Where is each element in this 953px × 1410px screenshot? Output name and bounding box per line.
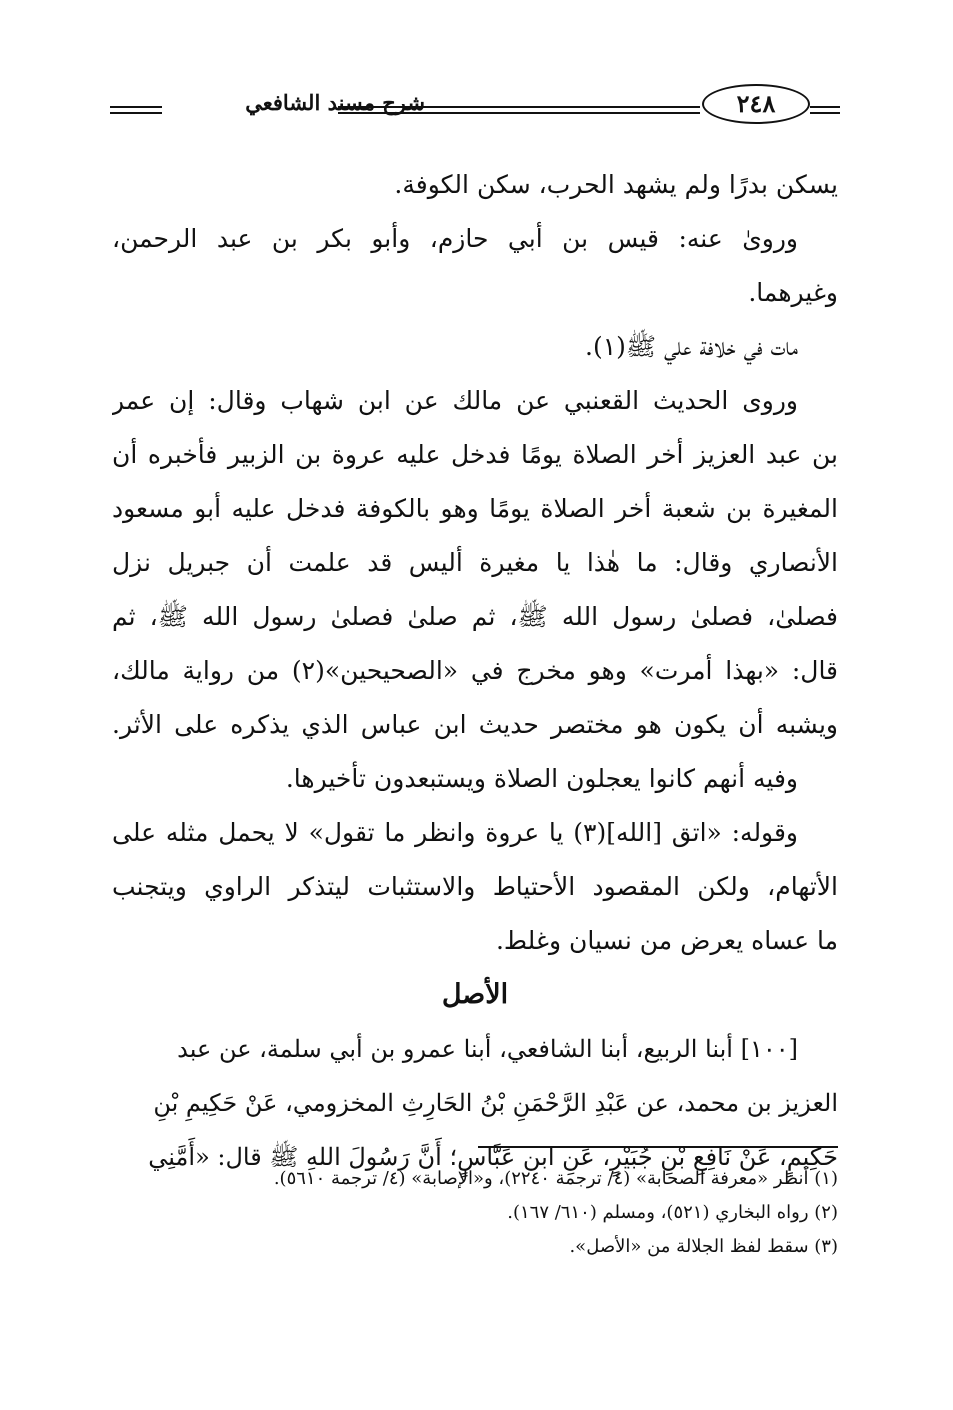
text-line: ما عساه يعرض من نسيان وغلط. — [495, 926, 838, 955]
text-line: يسكن بدرًا ولم يشهد الحرب، سكن الكوفة. — [394, 170, 838, 199]
section-heading: الأصل — [441, 979, 509, 1010]
footnote: (٣) سقط لفظ الجلالة من «الأصل». — [569, 1236, 838, 1257]
footnote-separator — [478, 1146, 838, 1148]
page-number-badge — [702, 84, 810, 124]
running-title: شرح مسند الشافعي — [245, 90, 425, 115]
header-rule-left-lower — [110, 112, 162, 114]
text-line: الأتهام، ولكن المقصود الأحتياط والاستثبات ليتذكر الراوي ويتجنب — [112, 872, 838, 901]
page-header — [110, 78, 840, 130]
text-line: فصلىٰ، فصلىٰ رسول الله ﷺ، ثم صلىٰ فصلىٰ رسول الله ﷺ، ثم — [112, 602, 838, 631]
header-rule-middle — [338, 106, 700, 108]
text-line: المغيرة بن شعبة أخر الصلاة يومًا وهو بالكوفة فدخل عليه أبو مسعود — [112, 494, 838, 523]
footnote: (١) أنظر «معرفة الصحابة» (٤/ ترجمة ٢٢٤٠)، و«الإصابة» (٤/ ترجمة ٥٦١٠). — [273, 1168, 838, 1189]
hadith-line: العزيز بن محمد، عن عَبْدِ الرَّحْمَنِ بْنُ الحَارِثِ المخزومي، عَنْ حَكِيمِ بْنِ — [153, 1089, 838, 1117]
commentary-text — [112, 158, 838, 1184]
text-line: وفيه أنهم كانوا يعجلون الصلاة ويستبعدون تأخيرها. — [285, 764, 798, 793]
text-line: قال: «بهذا أمرت» وهو مخرج في «الصحيحين»(٢) من رواية مالك، — [112, 656, 838, 685]
header-rule-right-lower — [810, 112, 840, 114]
text-line: وروى الحديث القعنبي عن مالك عن ابن شهاب وقال: إن عمر — [112, 386, 798, 415]
text-line: بن عبد العزيز أخر الصلاة يومًا فدخل عليه عروة بن الزبير فأخبره أن — [112, 440, 838, 469]
text-line: الأنصاري وقال: ما هٰذا يا مغيرة أليس قد علمت أن جبريل نزل — [112, 548, 838, 577]
header-rule-middle-lower — [338, 112, 700, 114]
page-number: ٢٤٨ — [736, 89, 776, 118]
footnote: (٢) رواه البخاري (٥٢١)، ومسلم (٦١٠/ ١٦٧). — [507, 1202, 838, 1223]
text-line: ورویٰ عنه: قيس بن أبي حازم، وأبو بكر بن عبد الرحمن، — [112, 224, 798, 253]
text-line: وقوله: «اتق [الله](٣) يا عروة وانظر ما تقول» لا يحمل مثله على — [112, 818, 798, 847]
text-line: وغيرهما. — [748, 278, 838, 307]
hadith-line: [١٠٠] أبنا الربيع، أبنا الشافعي، أبنا عمرو بن أبي سلمة، عن عبد — [177, 1035, 798, 1063]
hadith-line: حَكِيمٍ، عَنْ نَافِعِ بْنِ جُبَيْرٍ، عَنِ ابن عَبَّاسٍ؛ أَنَّ رَسُولَ اللهِ ﷺ قال: «أَمَّنِي — [148, 1143, 838, 1171]
header-rule-right — [810, 106, 840, 108]
footnotes — [118, 1162, 838, 1264]
text-line: ويشبه أن يكون هو مختصر حديث ابن عباس الذي يذكره على الأثر. — [112, 710, 838, 739]
header-rule-left — [110, 106, 162, 108]
text-line: مات في خلافة علي ﷺ(١). — [585, 332, 798, 361]
